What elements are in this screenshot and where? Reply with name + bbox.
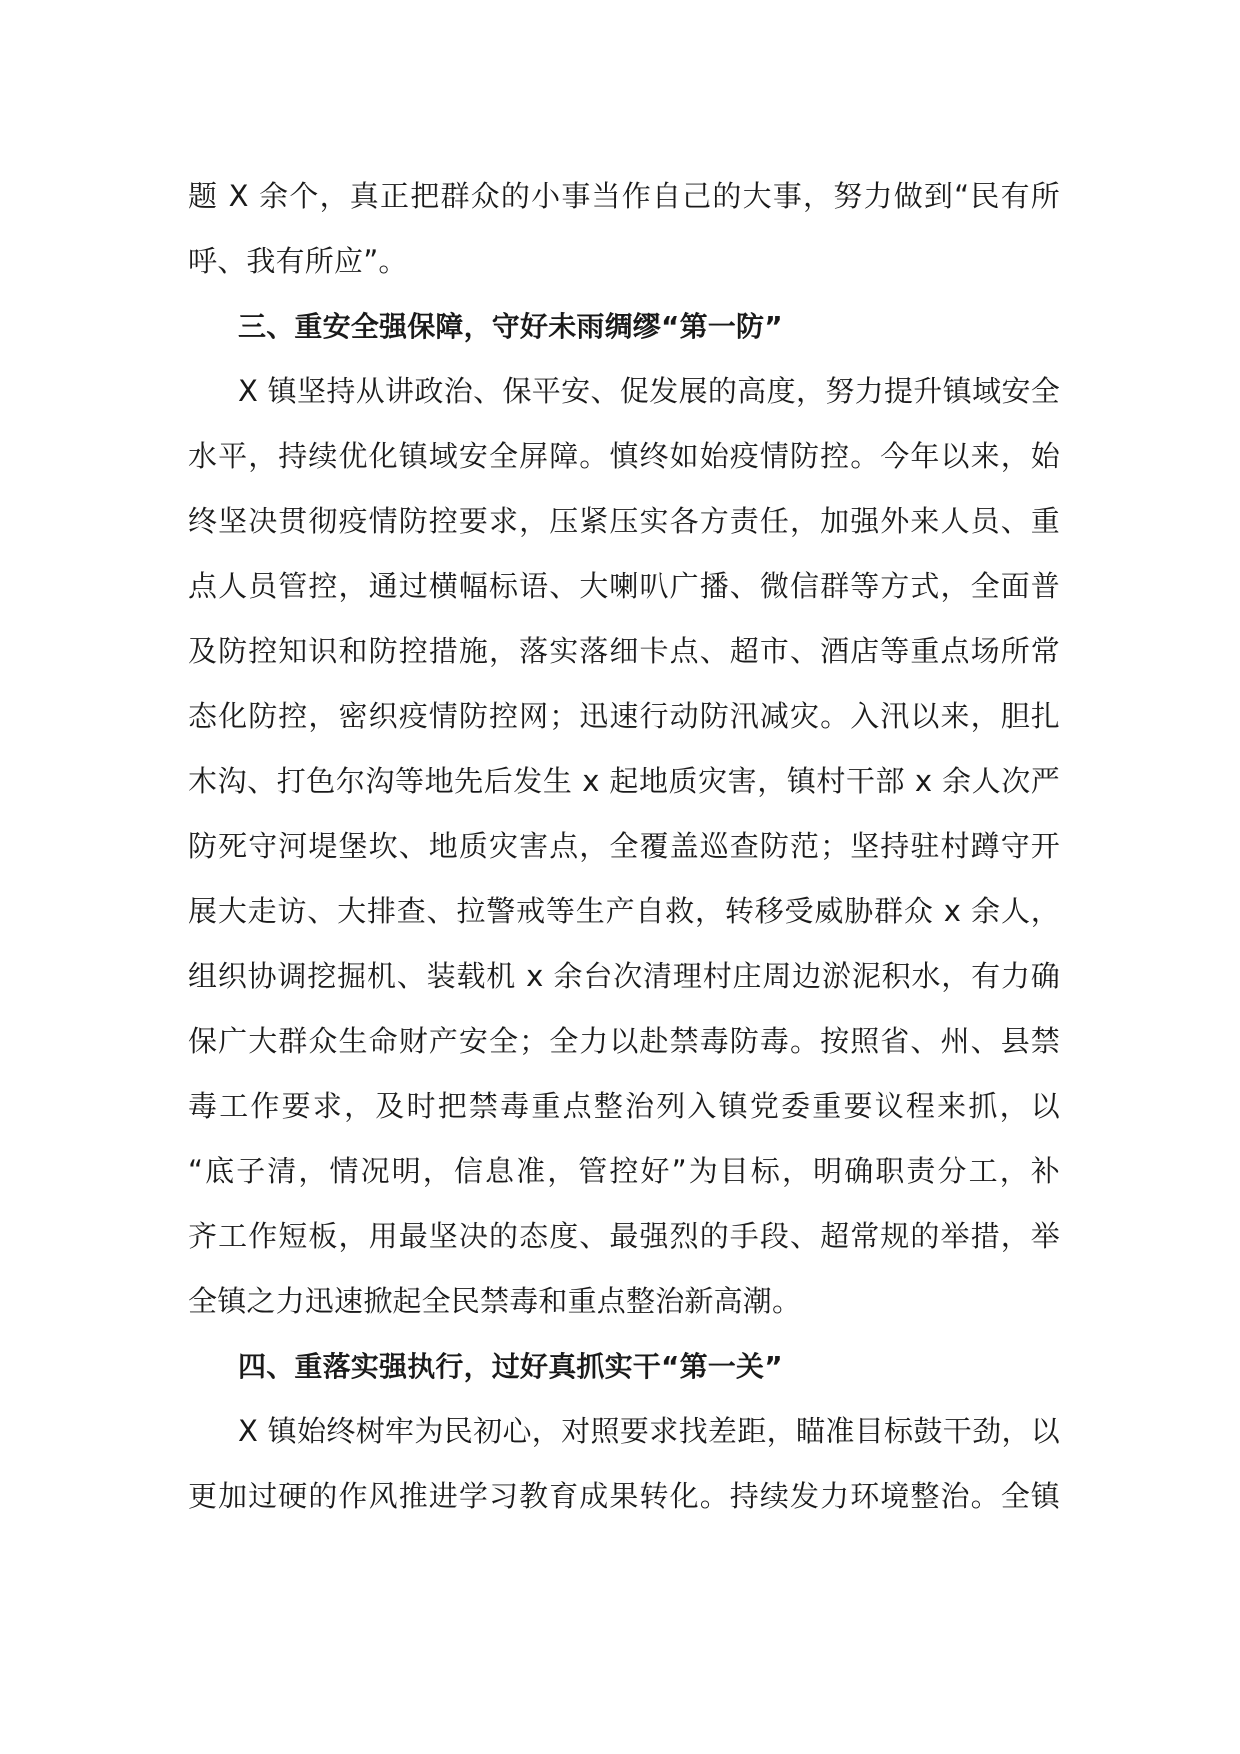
text-line: 更加过硬的作风推进学习教育成果转化。持续发力环境整治。全镇 — [188, 1479, 1060, 1513]
document-page — [188, 164, 1060, 1529]
text-line: 防死守河堤堡坎、地质灾害点，全覆盖巡查防范；坚持驻村蹲守开 — [188, 829, 1060, 863]
section-heading: 三、重安全强保障，守好未雨绸缪“第一防” — [238, 310, 783, 343]
text-line: 点人员管控，通过横幅标语、大喇叭广播、微信群等方式，全面普 — [188, 569, 1060, 603]
text-line: 题 X 余个，真正把群众的小事当作自己的大事，努力做到“民有所 — [188, 179, 1060, 213]
text-line: 毒工作要求，及时把禁毒重点整治列入镇党委重要议程来抓，以 — [188, 1089, 1060, 1123]
text-line: 展大走访、大排查、拉警戒等生产自救，转移受威胁群众 x 余人， — [188, 894, 1060, 928]
text-line: 木沟、打色尔沟等地先后发生 x 起地质灾害，镇村干部 x 余人次严 — [188, 764, 1060, 798]
text-line: 终坚决贯彻疫情防控要求，压紧压实各方责任，加强外来人员、重 — [188, 504, 1060, 538]
text-line: “底子清，情况明，信息准，管控好”为目标，明确职责分工，补 — [188, 1154, 1060, 1188]
paragraph-first-line: X 镇坚持从讲政治、保平安、促发展的高度，努力提升镇域安全 — [238, 374, 1060, 408]
text-line: 水平，持续优化镇域安全屏障。慎终如始疫情防控。今年以来，始 — [188, 439, 1060, 473]
text-line: 齐工作短板，用最坚决的态度、最强烈的手段、超常规的举措，举 — [188, 1219, 1060, 1253]
text-line: 态化防控，密织疫情防控网；迅速行动防汛减灾。入汛以来，胆扎 — [188, 699, 1060, 733]
text-line: 全镇之力迅速掀起全民禁毒和重点整治新高潮。 — [188, 1284, 802, 1318]
text-line: 及防控知识和防控措施，落实落细卡点、超市、酒店等重点场所常 — [188, 634, 1060, 668]
text-line: 保广大群众生命财产安全；全力以赴禁毒防毒。按照省、州、县禁 — [188, 1024, 1060, 1058]
section-heading: 四、重落实强执行，过好真抓实干“第一关” — [238, 1350, 783, 1383]
paragraph-first-line: X 镇始终树牢为民初心，对照要求找差距，瞄准目标鼓干劲，以 — [238, 1414, 1060, 1448]
text-line: 呼、我有所应”。 — [188, 244, 408, 278]
text-line: 组织协调挖掘机、装载机 x 余台次清理村庄周边淤泥积水，有力确 — [188, 959, 1060, 993]
